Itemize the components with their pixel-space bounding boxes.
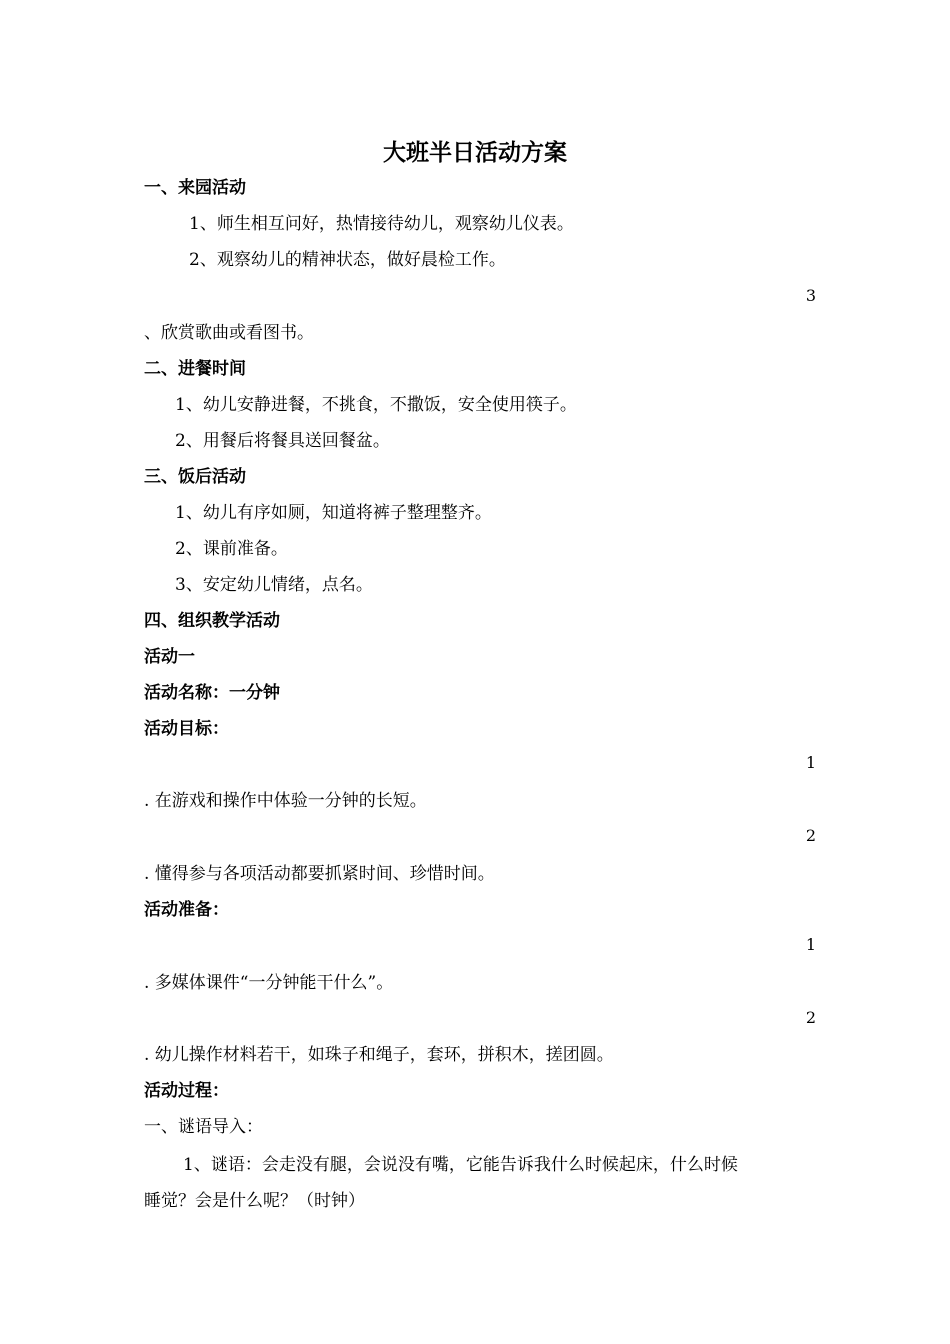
section-heading-after-meal: 三、饭后活动: [144, 467, 246, 487]
prep-1: . 多媒体课件“一分钟能干什么”。: [144, 973, 394, 993]
arrival-item-3: 、欣赏歌曲或看图书。: [144, 323, 314, 343]
process-heading: 活动过程：: [144, 1081, 229, 1101]
arrival-item-3-number: 3: [805, 286, 816, 305]
activity-label: 活动一: [144, 647, 195, 667]
section-heading-teaching: 四、组织教学活动: [144, 611, 280, 631]
after-meal-item-2: 2、课前准备。: [175, 539, 288, 559]
section-heading-arrival: 一、来园活动: [144, 178, 246, 198]
arrival-item-1: 1、师生相互问好，热情接待幼儿，观察幼儿仪表。: [189, 214, 574, 234]
prep-2-number: 2: [805, 1008, 816, 1027]
process-step-1: 一、谜语导入：: [144, 1117, 263, 1137]
goal-2: . 懂得参与各项活动都要抓紧时间、珍惜时间。: [144, 864, 495, 884]
prep-2: . 幼儿操作材料若干，如珠子和绳子，套环，拼积木，搓团圆。: [144, 1045, 614, 1065]
arrival-item-2: 2、观察幼儿的精神状态，做好晨检工作。: [189, 250, 506, 270]
after-meal-item-1: 1、幼儿有序如厕，知道将裤子整理整齐。: [175, 503, 492, 523]
after-meal-item-3: 3、安定幼儿情绪，点名。: [175, 575, 373, 595]
document-title: 大班半日活动方案: [383, 140, 567, 166]
activity-name: 活动名称：一分钟: [144, 683, 280, 703]
meal-item-2: 2、用餐后将餐具送回餐盆。: [175, 431, 390, 451]
prep-1-number: 1: [805, 935, 816, 954]
section-heading-meal: 二、进餐时间: [144, 359, 246, 379]
riddle-line-1: 1、谜语：会走没有腿，会说没有嘴，它能告诉我什么时候起床，什么时候: [183, 1155, 738, 1175]
goals-heading: 活动目标：: [144, 719, 229, 739]
meal-item-1: 1、幼儿安静进餐，不挑食，不撒饭，安全使用筷子。: [175, 395, 577, 415]
goal-1-number: 1: [805, 753, 816, 772]
preparation-heading: 活动准备：: [144, 900, 229, 920]
goal-1: . 在游戏和操作中体验一分钟的长短。: [144, 791, 427, 811]
riddle-line-2: 睡觉？会是什么呢？（时钟）: [144, 1191, 365, 1211]
goal-2-number: 2: [805, 826, 816, 845]
